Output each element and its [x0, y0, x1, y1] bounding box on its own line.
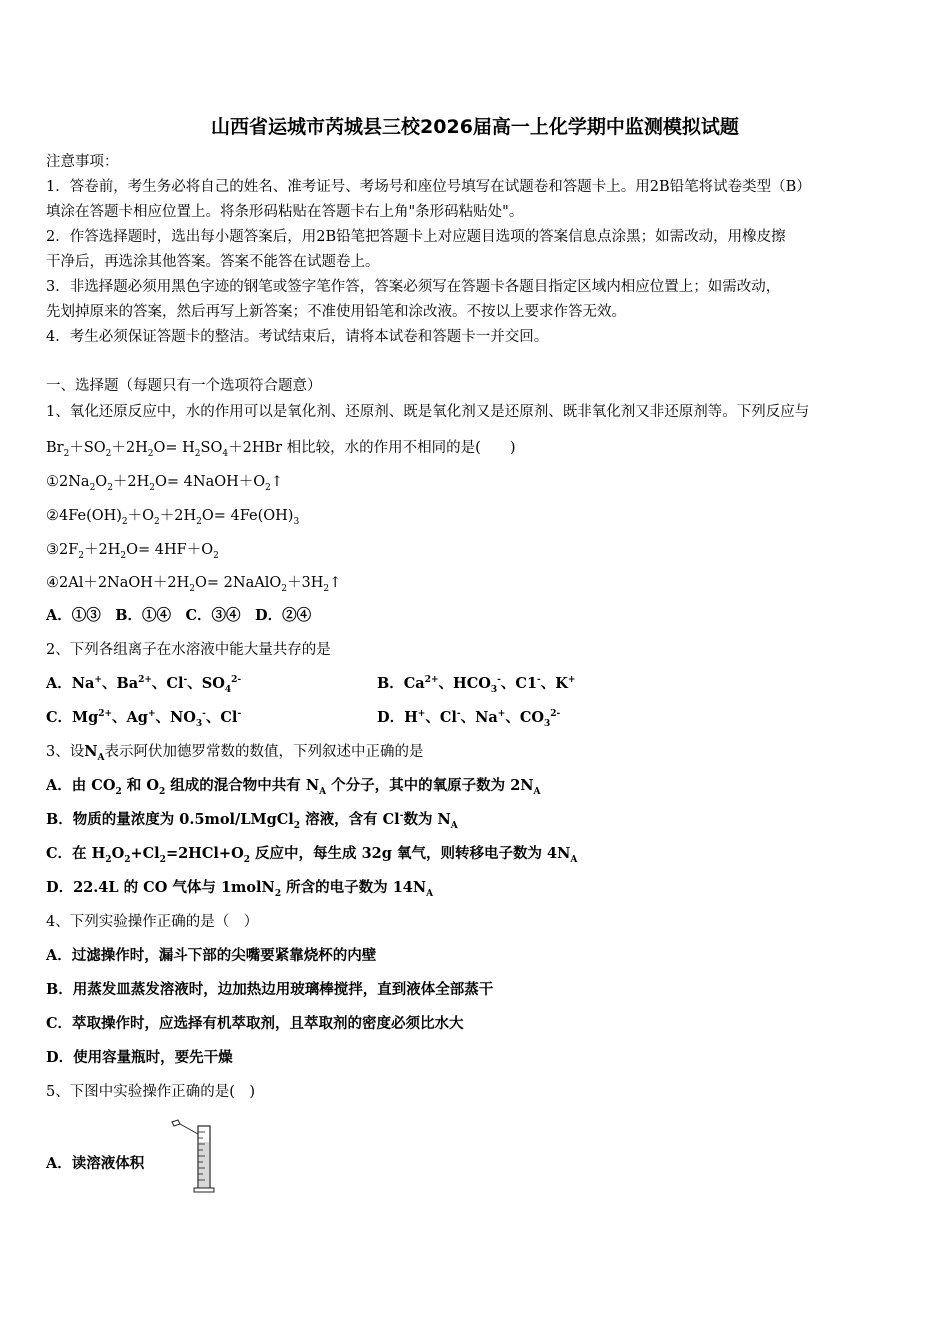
q2-option-d[interactable]: D．H+、Cl-、Na+、$CO_3^{2-}$ — [377, 709, 561, 729]
q1-reference-reaction: $Br_2+SO_2+2H_2O= H_2SO_4+2HBr$ 相比较，水的作用不相同的是( ) — [46, 440, 516, 459]
page-title: 山西省运城市芮城县三校2026届高一上化学期中监测模拟试题 — [211, 116, 739, 138]
q4-option-d[interactable]: D．使用容量瓶时，要先干燥 — [46, 1049, 233, 1066]
q4-option-c[interactable]: C．萃取操作时，应选择有机萃取剂，且萃取剂的密度必须比水大 — [46, 1015, 464, 1032]
notice-line-3: 2．作答选择题时，选出每小题答案后，用2B铅笔把答题卡上对应题目选项的答案信息点涂黑；如需改动，用橡皮擦 — [46, 229, 786, 245]
q3-stem: 3、设$N_A$表示阿伏加德罗常数的数值，下列叙述中正确的是 — [46, 743, 424, 763]
q1-stem-tail: 相比较，水的作用不相同的是( ) — [286, 440, 516, 456]
q3-stem-pre: 3、设 — [46, 744, 85, 760]
notice-heading: 注意事项： — [46, 154, 119, 170]
q3-option-a[interactable]: A．由 $CO_2$ 和 $O_2$ 组成的混合物中共有 $N_A$ 个分子，其中的氧原子数为 $2N_A$ — [46, 777, 541, 797]
q1-options[interactable]: A．①③ B．①④ C．③④ D．②④ — [46, 607, 312, 624]
graduated-cylinder-figure — [168, 1118, 220, 1194]
notice-line-6: 先划掉原来的答案，然后再写上新答案；不准使用铅笔和涂改液。不按以上要求作答无效。 — [46, 304, 626, 320]
q2-option-b[interactable]: B．$Ca^{2+}$、$HCO_3^-$、C1-、K+ — [377, 675, 576, 695]
notice-line-2: 填涂在答题卡相应位置上。将条形码粘贴在答题卡右上角"条形码粘贴处"。 — [46, 204, 524, 220]
q1-stem: 1、氧化还原反应中，水的作用可以是氧化剂、还原剂、既是氧化剂又是还原剂、既非氧化剂又非还原剂等。下列反应与 — [46, 404, 810, 420]
section-heading: 一、选择题（每题只有一个选项符合题意） — [46, 378, 322, 394]
q2-option-a[interactable]: A．Na+、$Ba^{2+}$、Cl-、$SO_4^{2-}$ — [46, 675, 242, 695]
q5-stem: 5、下图中实验操作正确的是( ) — [46, 1084, 256, 1100]
q1-reaction-2: $②4Fe(OH)_2+O_2+2H_2O= 4Fe(OH)_3$ — [46, 508, 300, 527]
notice-line-4: 干净后，再选涂其他答案。答案不能答在试题卷上。 — [46, 254, 380, 270]
q3-stem-post: 表示阿伏加德罗常数的数值，下列叙述中正确的是 — [104, 744, 424, 760]
notice-line-7: 4．考生必须保证答题卡的整洁。考试结束后，请将本试卷和答题卡一并交回。 — [46, 329, 549, 345]
q3-option-d[interactable]: D．22.4L 的 CO 气体与 1molN$_2$ 所含的电子数为 $14N_A$ — [46, 879, 434, 899]
q3-option-b[interactable]: B．物质的量浓度为 0.5mol/LMgCl$_2$ 溶液，含有 Cl-数为 $N_A$ — [46, 811, 458, 831]
notice-line-5: 3．非选择题必须用黑色字迹的钢笔或签字笔作答，答案必须写在答题卡各题目指定区域内相应位置上；如需改动， — [46, 279, 781, 295]
q3-option-c[interactable]: C．在 $H_2O_2+Cl_2=2HCl+O_2$ 反应中，每生成 32g 氧气，则转移电子数为 $4N_A$ — [46, 845, 578, 865]
notice-line-1: 1．答卷前，考生务必将自己的姓名、准考证号、考场号和座位号填写在试题卷和答题卡上。用2B铅笔将试卷类型（B） — [46, 179, 811, 195]
q2-stem: 2、下列各组离子在水溶液中能大量共存的是 — [46, 642, 331, 658]
q1-reaction-1: $①2Na_2O_2+2H_2O=$ $4NaOH+O_2↑$ — [46, 474, 284, 493]
q1-reaction-3: $③2F_2+2H_2O= 4HF+O_2$ — [46, 542, 219, 561]
q2-option-c[interactable]: C．$Mg^{2+}$、Ag+、$NO_3^-$、Cl- — [46, 709, 242, 729]
q1-reaction-4: $④2Al+2NaOH+2H_2O=$ $2NaAlO_2+3H_2↑$ — [46, 575, 342, 594]
q4-option-b[interactable]: B．用蒸发皿蒸发溶液时，边加热边用玻璃棒搅拌，直到液体全部蒸干 — [46, 981, 494, 998]
q4-stem: 4、下列实验操作正确的是（ ） — [46, 914, 259, 930]
q4-option-a[interactable]: A．过滤操作时，漏斗下部的尖嘴要紧靠烧杯的内壁 — [46, 947, 377, 964]
q5-option-a[interactable]: A．读溶液体积 — [46, 1155, 145, 1172]
